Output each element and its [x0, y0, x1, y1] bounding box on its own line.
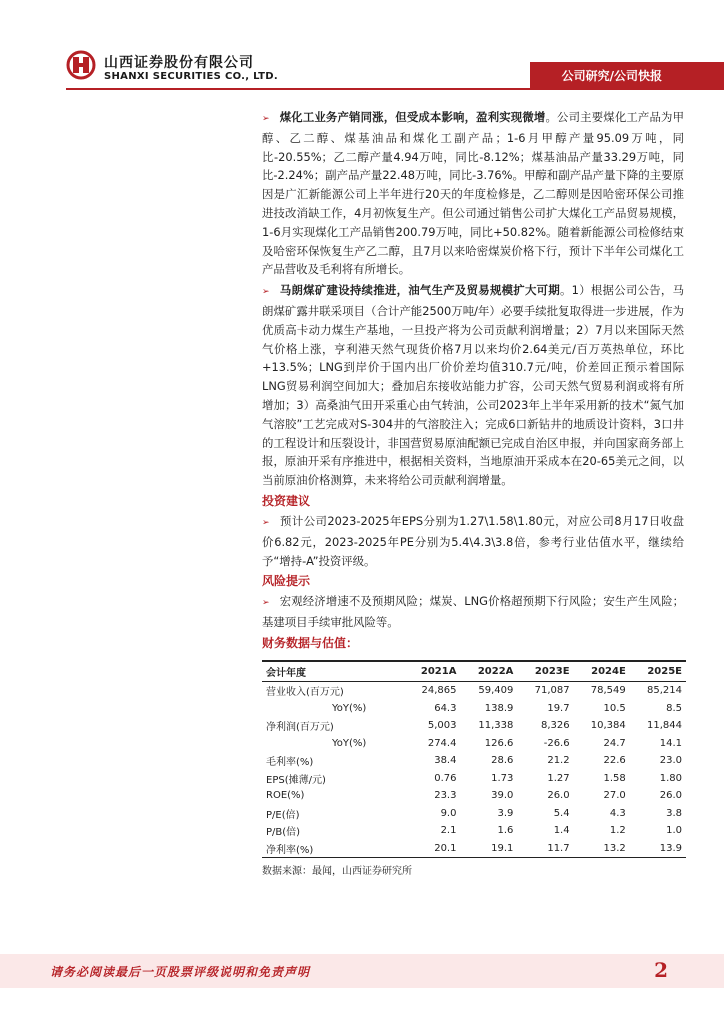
table-cell: 126.6 [484, 737, 514, 749]
table-row [262, 787, 686, 805]
table-cell: 3.8 [666, 807, 682, 819]
section-label: 公司研究/公司快报 [561, 69, 662, 83]
company-name-cn: 山西证券股份有限公司 [104, 55, 254, 71]
table-cell: 11,338 [478, 720, 514, 732]
table-cell: 14.1 [659, 737, 682, 749]
table-cell: 20.1 [404, 839, 461, 857]
table-header-row [262, 661, 686, 682]
table-cell: 5.4 [553, 807, 570, 819]
table-cell: 19.1 [460, 839, 517, 857]
bullet-arrow-icon: ➢ [262, 114, 270, 124]
table-cell: 13.9 [630, 839, 686, 857]
header-divider [66, 88, 724, 90]
bullet-arrow-icon: ➢ [262, 598, 270, 609]
row-label: 毛利率(%) [266, 757, 314, 769]
table-cell: 1.80 [659, 772, 682, 784]
table-cell: 1.73 [491, 772, 514, 784]
row-label: 净利润(百万元) [266, 722, 334, 734]
paragraph-text: 宏观经济增速不及预期风险；煤炭、LNG价格超预期下行风险；安生产生风险；基建项目手续审批风险等。 [262, 594, 684, 630]
invest-advice-title: 投资建议 [262, 493, 311, 508]
table-row [262, 752, 686, 770]
table-cell: 4.3 [609, 807, 626, 819]
paragraph-malang-mine [262, 281, 684, 490]
table-cell: 1.4 [553, 825, 570, 837]
table-cell: 24.7 [603, 737, 626, 749]
paragraph-coal-chemical [262, 108, 684, 279]
column-header: 2021A [404, 661, 461, 682]
row-label: ROE(%) [266, 790, 305, 802]
table-cell: 78,549 [590, 685, 626, 697]
table-cell: 8.5 [666, 702, 682, 714]
bullet-arrow-icon: ➢ [262, 287, 270, 298]
paragraph-text: 。公司主要煤化工产品为甲醇、乙二醇、煤基油品和煤化工副产品；1-6月甲醇产量95.09万吨，同比-20.55%；乙二醇产量4.94万吨，同比-8.12%；煤基油品产量33.29万吨，同比-2.24%；副产品产量22.48万吨，同比-3.76%。甲醇和副产品产量下降的主要原因是广汇新能源公司上半年进行20天的年度检修是，乙二醇则是因哈密环保公司推进技改消缺工作，4月初恢复生产。但公司通过销售公司扩大煤化工产品贸易规模，1-6月实现煤化工产品销售200.79万吨，同比+50.82%。随着新能源公司检修结束及哈密环保恢复生产乙二醇，且7月以来哈密煤炭价格下行，预计下半年公司煤化工产品营收及毛利将有所增长。 [262, 110, 684, 277]
page-number: 2 [654, 958, 668, 982]
risk-title: 风险提示 [262, 574, 311, 589]
row-label: P/B(倍) [266, 827, 301, 839]
paragraph-title: 煤化工业务产销同涨，但受成本影响，盈利实现微增 [279, 110, 546, 124]
table-cell: -26.6 [543, 737, 570, 749]
column-header: 2023E [517, 661, 573, 682]
table-cell: 1.6 [497, 825, 514, 837]
table-cell: 59,409 [478, 685, 514, 697]
table-cell: 28.6 [491, 755, 514, 767]
invest-advice-text [262, 512, 684, 570]
table-cell: 64.3 [434, 702, 457, 714]
table-cell: 11.7 [517, 839, 573, 857]
row-label: YoY(%) [332, 737, 367, 749]
company-logo-icon [66, 50, 96, 80]
table-cell: 23.0 [659, 755, 682, 767]
table-cell: 274.4 [427, 737, 457, 749]
data-source-note: 数据来源：最闻，山西证券研究所 [262, 865, 412, 877]
table-cell: 10,384 [590, 720, 626, 732]
page-footer [0, 954, 724, 988]
risk-text [262, 592, 684, 632]
table-cell: 5,003 [427, 720, 457, 732]
section-band [530, 62, 724, 88]
table-cell: 1.2 [609, 825, 626, 837]
row-label: 营业收入(百万元) [266, 687, 344, 699]
row-label: EPS(摊薄/元) [266, 774, 326, 786]
row-label: P/E(倍) [266, 809, 300, 821]
table-cell: 1.0 [666, 825, 682, 837]
table-row [262, 717, 686, 735]
page-header [0, 0, 724, 96]
table-cell: 85,214 [647, 685, 682, 697]
bullet-arrow-icon: ➢ [262, 517, 270, 528]
table-row [262, 699, 686, 717]
table-cell: 8,326 [540, 720, 570, 732]
paragraph-title: 马朗煤矿建设持续推进，油气生产及贸易规模扩大可期 [279, 283, 560, 298]
table-cell: 23.3 [434, 790, 457, 802]
table-cell: 38.4 [434, 755, 457, 767]
table-cell: 1.58 [603, 772, 626, 784]
company-name-en: SHANXI SECURITIES CO., LTD. [104, 71, 278, 82]
table-cell: 13.2 [574, 839, 630, 857]
disclaimer-link[interactable]: 请务必阅读最后一页股票评级说明和免责声明 [50, 965, 311, 979]
table-cell: 138.9 [484, 702, 514, 714]
column-header: 会计年度 [262, 661, 404, 682]
table-row [262, 839, 686, 857]
report-body [262, 108, 684, 877]
table-cell: 22.6 [603, 755, 626, 767]
table-cell: 2.1 [440, 825, 457, 837]
row-label: 净利率(%) [262, 839, 404, 857]
table-row [262, 822, 686, 840]
table-cell: 26.0 [547, 790, 570, 802]
table-cell: 10.5 [603, 702, 626, 714]
column-header: 2025E [630, 661, 686, 682]
table-cell: 24,865 [421, 685, 457, 697]
table-row [262, 769, 686, 787]
table-cell: 71,087 [534, 685, 570, 697]
table-row [262, 804, 686, 822]
row-label: YoY(%) [332, 702, 367, 714]
table-cell: 1.27 [547, 772, 570, 784]
paragraph-text: 。1）根据公司公告，马朗煤矿露井联采项目（合计产能2500万吨/年）必要手续批复取得进一步进展，作为优质高卡动力煤生产基地，一旦投产将为公司贡献利润增量；2）7月以来国际天然气价格上涨，亨利港天然气现货价格7月以来均价2.64美元/百万英热单位，环比+13.5%；LNG到岸价于国内出厂价价差均值310.7元/吨，价差回正预示着国际LNG贸易利润空间加大；叠加启东接收站能力扩容，公司天然气贸易利润或将有所增加；3）高桑油气田开采重心由气转油，公司2023年上半年采用新的技术“氮气加气溶胶”工艺完成对S-304井的气溶胶注入；完成6口新钻井的地质设计资料，3口井的工程设计和压裂设计，非国营贸易原油配额已完成自治区申报，并向国家商务部上报，原油开采有序推进中，根据相关资料，当地原油开采成本在20-65美元之间，以当前原油价格测算，未来将给公司贡献利润增量。 [262, 283, 684, 488]
paragraph-text: 预计公司2023-2025年EPS分别为1.27\1.58\1.80元，对应公司8月17日收盘价6.82元，2023-2025年PE分别为5.4\4.3\3.8倍，参考行业估值水平，继续给予“增持-A”投资评级。 [262, 513, 684, 568]
table-cell: 27.0 [603, 790, 626, 802]
table-cell: 9.0 [440, 807, 457, 819]
table-cell: 39.0 [491, 790, 514, 802]
table-row [262, 681, 686, 699]
table-cell: 21.2 [547, 755, 570, 767]
table-row [262, 734, 686, 752]
table-cell: 0.76 [434, 772, 457, 784]
finance-title: 财务数据与估值： [262, 635, 359, 650]
table-cell: 11,844 [647, 720, 682, 732]
table-cell: 26.0 [659, 790, 682, 802]
finance-table [262, 660, 686, 858]
table-cell: 19.7 [547, 702, 570, 714]
column-header: 2024E [574, 661, 630, 682]
table-cell: 3.9 [497, 807, 514, 819]
column-header: 2022A [460, 661, 517, 682]
